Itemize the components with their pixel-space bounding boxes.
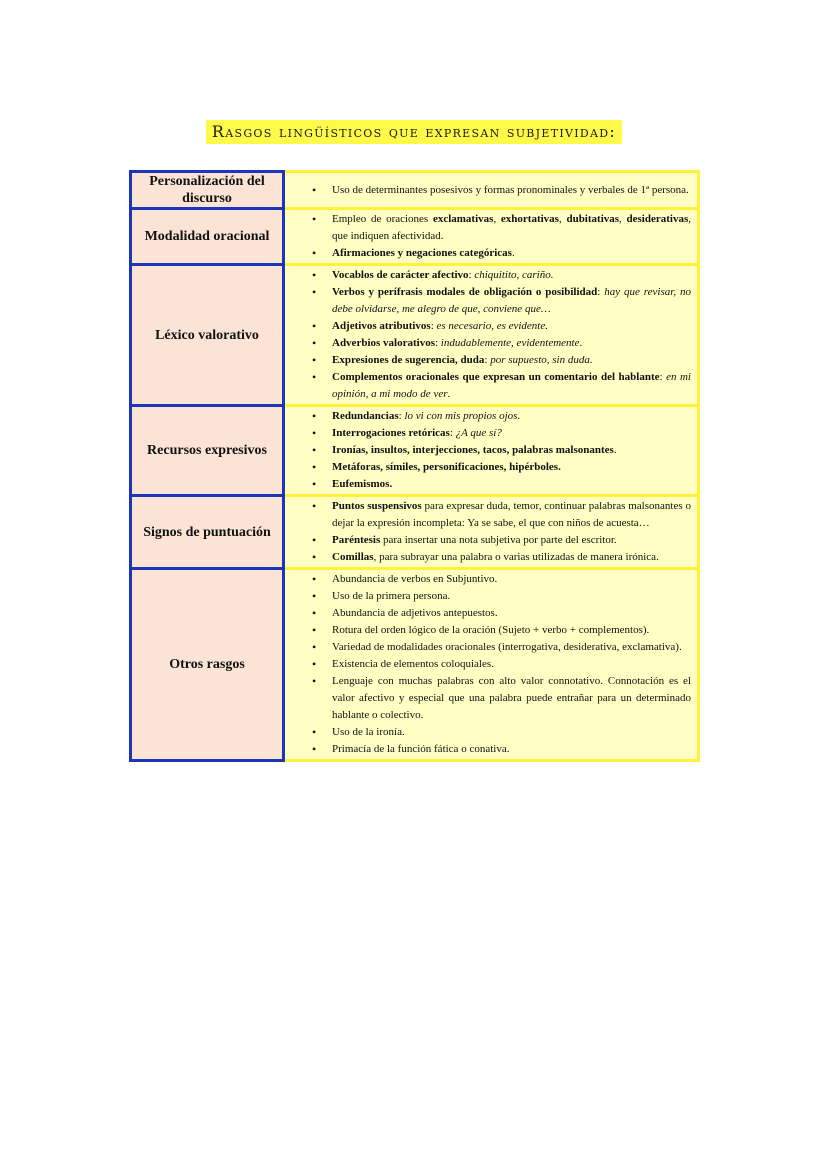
items-cell: [284, 406, 699, 496]
page-title-text: Rasgos lingüísticos que expresan subjetividad:: [206, 120, 622, 144]
text-run: ¿A que sí?: [455, 427, 502, 439]
text-run: .: [613, 444, 617, 456]
items-cell: [284, 569, 699, 761]
text-run: Afirmaciones y negaciones categóricas: [332, 247, 512, 259]
text-run: :: [484, 354, 491, 366]
text-run: Uso de determinantes posesivos y formas pronominales y verbales de 1ª persona.: [332, 183, 689, 196]
text-run: Metáforas, símiles, personificaciones, hipérboles.: [332, 461, 561, 473]
text-run: ,: [493, 213, 501, 225]
text-run: Primacía de la función fática o conativa.: [332, 743, 510, 755]
page-title: [0, 108, 828, 145]
table-row: [131, 172, 699, 209]
text-run: .: [579, 337, 583, 349]
features-table: [129, 170, 700, 762]
text-run: Interrogaciones retóricas: [332, 427, 450, 439]
list-item: [285, 408, 691, 425]
text-run: Adjetivos atributivos: [332, 320, 431, 332]
text-run: .: [511, 247, 515, 259]
text-run: :: [430, 320, 437, 332]
text-run: :: [468, 269, 475, 281]
table-row: [131, 406, 699, 496]
list-item: [285, 284, 691, 318]
text-run: exhortativas: [500, 213, 559, 225]
text-run: :: [398, 410, 405, 422]
text-run: indudablemente, evidentemente: [440, 337, 580, 349]
text-run: Vocablos de carácter afectivo: [332, 269, 469, 281]
list-item: [285, 588, 691, 605]
text-run: :: [449, 427, 456, 439]
list-item: [285, 498, 691, 532]
list-item: [285, 724, 691, 741]
text-run: Uso de la ironía.: [332, 726, 405, 738]
list-item: [285, 656, 691, 673]
text-run: para expresar duda, temor, continuar palabras malsonantes o dejar la expresión incompleta: Ya se sabe, el que con niños de acuesta…: [332, 500, 691, 529]
table-row: [131, 265, 699, 406]
list-item: [285, 459, 691, 476]
text-run: .: [517, 410, 521, 422]
text-run: Uso de la primera persona.: [332, 590, 451, 602]
text-run: hay que revisar, no debe olvidarse, me alegro de que, conviene que…: [332, 286, 691, 315]
text-run: ,: [558, 213, 567, 225]
text-run: Ironías, insultos, interjecciones, tacos, palabras malsonantes: [332, 444, 614, 456]
category-cell: Recursos expresivos: [131, 406, 284, 496]
text-run: Empleo de oraciones: [332, 213, 433, 225]
feature-list: [285, 211, 691, 262]
text-run: en mi opinión, a mi modo de ver: [332, 371, 691, 400]
text-run: desiderativas: [626, 213, 689, 225]
list-item: [285, 442, 691, 459]
feature-list: [285, 571, 691, 758]
text-run: Verbos y perífrasis modales de obligación o posibilidad: [332, 286, 598, 298]
text-run: Adverbios valorativos: [332, 337, 435, 349]
text-run: exclamativas: [432, 213, 494, 225]
text-run: :: [659, 371, 667, 383]
text-run: , para subrayar una palabra o varias utilizadas de manera irónica.: [373, 551, 659, 563]
text-run: ,: [619, 213, 627, 225]
table-row: [131, 209, 699, 265]
features-table-body: [131, 172, 699, 761]
table-row: [131, 569, 699, 761]
list-item: [285, 245, 691, 262]
list-item: [285, 352, 691, 369]
text-run: es necesario, es evidente.: [436, 320, 548, 332]
category-cell: Léxico valorativo: [131, 265, 284, 406]
list-item: [285, 532, 691, 549]
text-run: Existencia de elementos coloquiales.: [332, 658, 494, 670]
text-run: Expresiones de sugerencia, duda: [332, 354, 485, 366]
items-cell: [284, 265, 699, 406]
list-item: [285, 741, 691, 758]
text-run: Puntos suspensivos: [332, 500, 422, 512]
table-row: [131, 496, 699, 569]
text-run: Paréntesis: [332, 534, 381, 546]
list-item: [285, 673, 691, 724]
text-run: lo vi con mis propios ojos: [404, 410, 518, 422]
feature-list: [285, 267, 691, 403]
text-run: :: [434, 337, 441, 349]
feature-list: [285, 182, 691, 199]
items-cell: [284, 172, 699, 209]
text-run: Comillas: [332, 551, 374, 563]
text-run: .: [447, 388, 451, 400]
list-item: [285, 335, 691, 352]
category-cell: Modalidad oracional: [131, 209, 284, 265]
list-item: [285, 211, 691, 245]
text-run: por supuesto, sin duda.: [490, 354, 593, 366]
items-cell: [284, 496, 699, 569]
list-item: [285, 639, 691, 656]
list-item: [285, 318, 691, 335]
text-run: Variedad de modalidades oracionales (interrogativa, desiderativa, exclamativa).: [332, 641, 682, 653]
text-run: dubitativas: [566, 213, 620, 225]
list-item: [285, 425, 691, 442]
text-run: para insertar una nota subjetiva por parte del escritor.: [380, 534, 617, 546]
list-item: [285, 622, 691, 639]
text-run: Rotura del orden lógico de la oración (Sujeto + verbo + complementos).: [332, 624, 650, 636]
feature-list: [285, 408, 691, 493]
text-run: chiquitito, cariño.: [474, 269, 554, 281]
list-item: [285, 476, 691, 493]
text-run: , que indiquen afectividad.: [332, 213, 691, 242]
category-cell: Personalización del discurso: [131, 172, 284, 209]
list-item: [285, 369, 691, 403]
list-item: [285, 267, 691, 284]
feature-list: [285, 498, 691, 566]
text-run: Lenguaje con muchas palabras con alto valor connotativo. Connotación es el valor afectivo y especial que una palabra puede entrañar para un determinado hablante o colectivo.: [332, 675, 691, 721]
text-run: :: [597, 286, 605, 298]
text-run: Complementos oracionales que expresan un comentario del hablante: [332, 371, 660, 383]
list-item: [285, 182, 691, 199]
category-cell: Otros rasgos: [131, 569, 284, 761]
items-cell: [284, 209, 699, 265]
list-item: [285, 549, 691, 566]
text-run: Eufemismos.: [332, 478, 393, 490]
text-run: Abundancia de verbos en Subjuntivo.: [332, 573, 498, 585]
list-item: [285, 571, 691, 588]
list-item: [285, 605, 691, 622]
text-run: Redundancias: [332, 410, 399, 422]
category-cell: Signos de puntuación: [131, 496, 284, 569]
text-run: Abundancia de adjetivos antepuestos.: [332, 607, 498, 619]
